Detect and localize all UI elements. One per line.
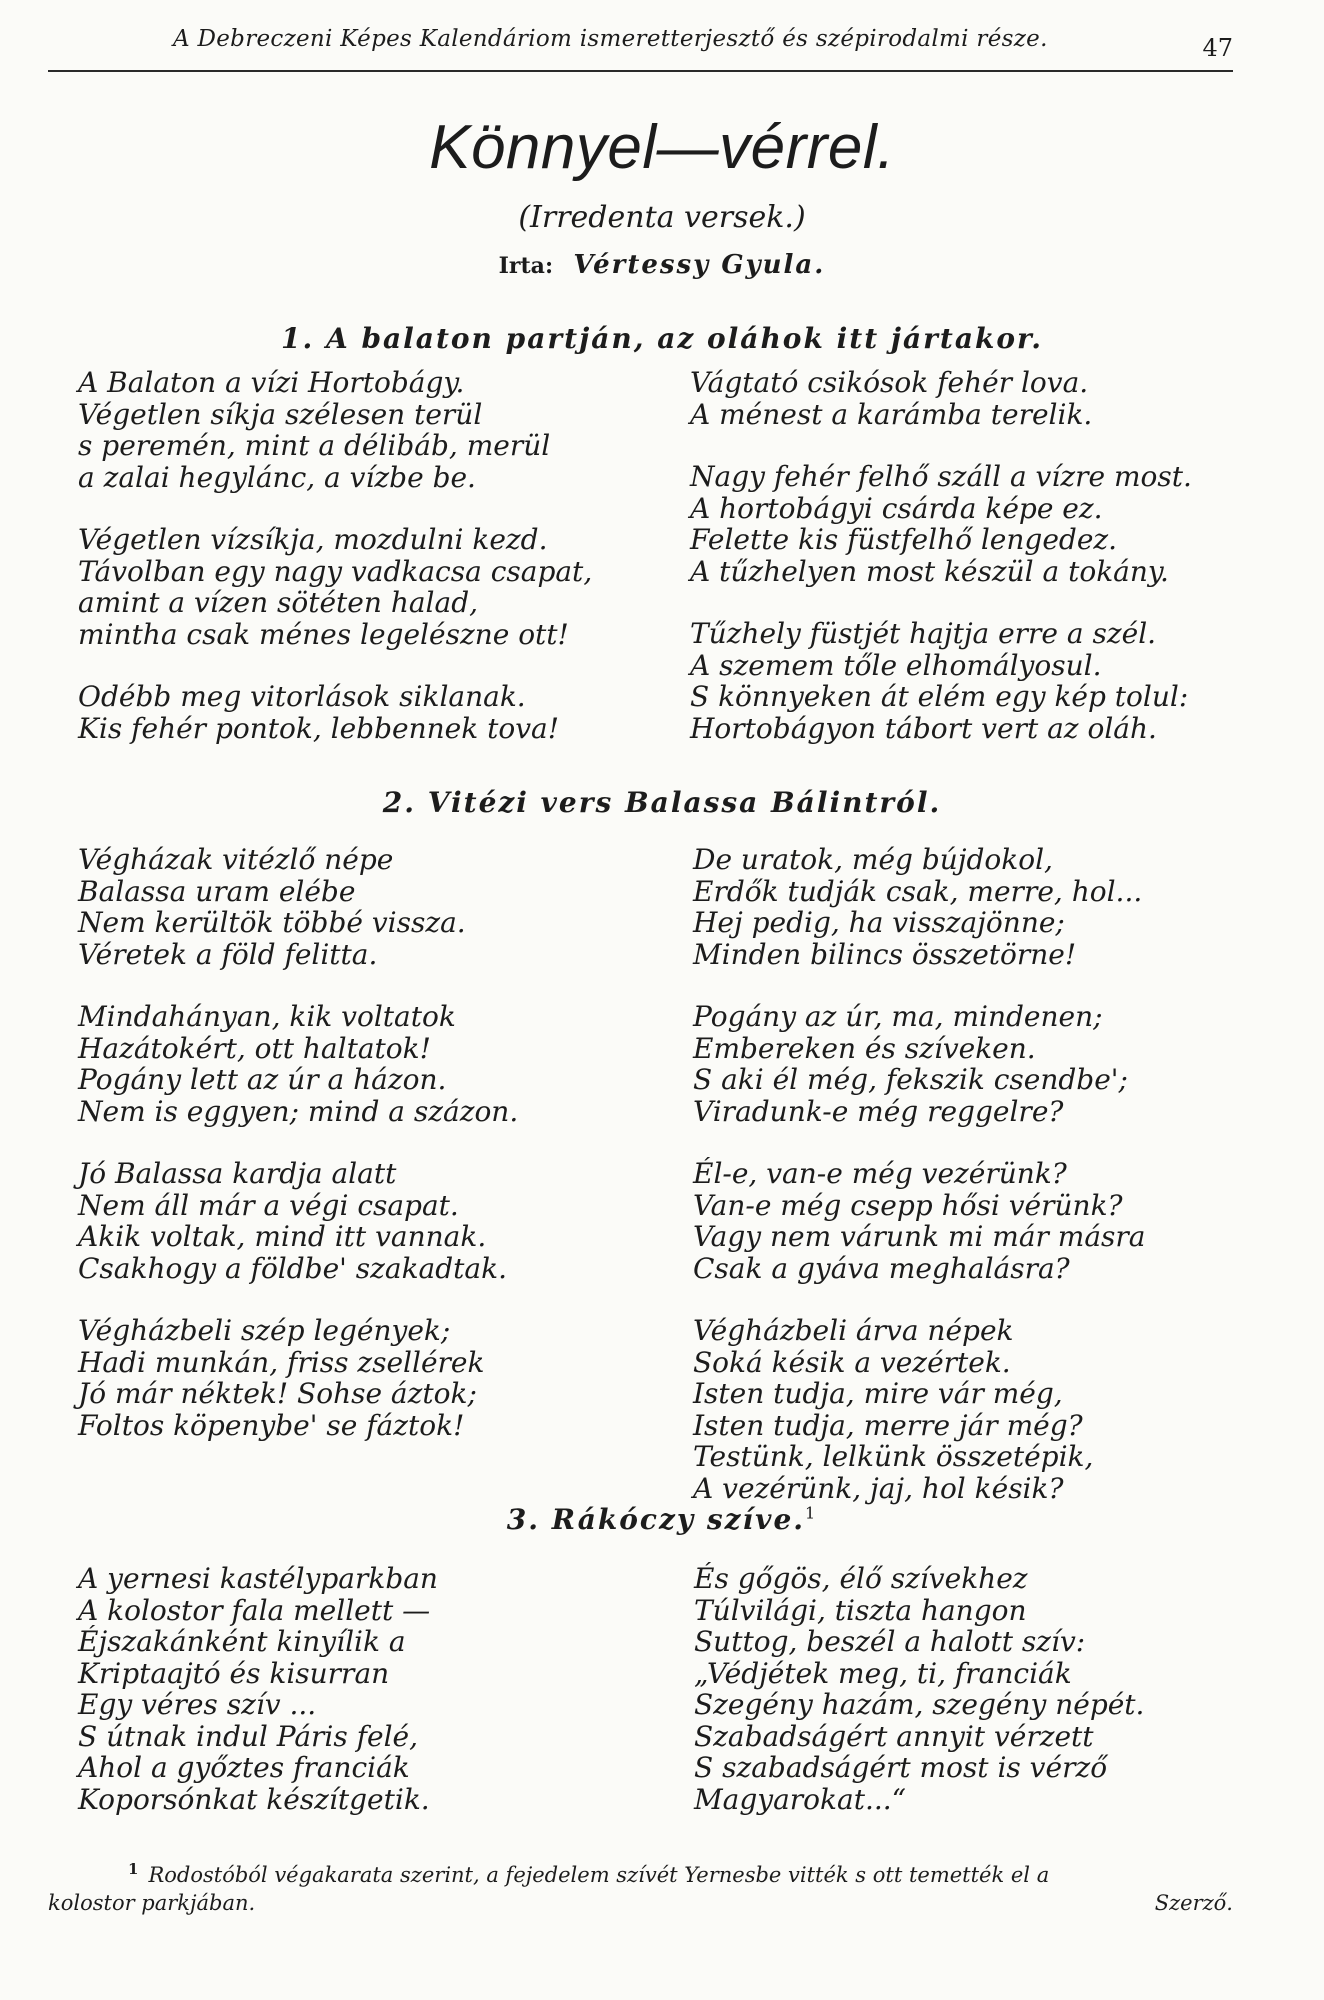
verse-line: A Balaton a vízi Hortobágy. (78, 366, 465, 399)
verse-line: A tűzhelyen most készül a tokány. (690, 554, 1169, 588)
verse-line: Tűzhely füstjét hajtja erre a szél. (690, 617, 1157, 650)
stanza (78, 367, 592, 493)
verse-line: Csakhogy a földbe' szakadtak. (78, 1251, 507, 1285)
verse-line: Foltos köpenybe' se fáztok! (78, 1408, 465, 1442)
verse-line: Koporsónkat készítgetik. (78, 1782, 430, 1816)
verse-line: Mindahányan, kik voltatok (78, 1000, 456, 1033)
stanza (690, 618, 1192, 744)
poem-column-right (693, 844, 1146, 1504)
stanza (78, 1158, 518, 1284)
verse-line: Végházbeli árva népek (693, 1314, 1014, 1347)
header-divider (48, 70, 1233, 72)
footnote-text: Rodostóból végakarata szerint, a fejedelem szívét Yernesbe vitték s ott temették el a (148, 1863, 1050, 1887)
verse-line: amint a vízen sötéten halad, (78, 586, 479, 619)
verse-line: „Védjétek meg, ti, franciák (694, 1656, 1072, 1690)
verse-line: Végetlen vízsíkja, mozdulni kezd. (78, 523, 548, 556)
verse-line: Végházbeli szép legények; (78, 1314, 451, 1347)
verse-line: Nem is eggyen; mind a százon. (78, 1094, 519, 1128)
stanza (694, 1563, 1144, 1815)
verse-line: Szegény hazám, szegény népét. (694, 1688, 1145, 1721)
stanza (693, 1158, 1146, 1284)
poem-column-left (78, 844, 518, 1441)
verse-line: mintha csak ménes legelészne ott! (78, 617, 569, 651)
poem-title: Könnyel—vérrel. (429, 113, 895, 182)
page-number: 47 (1202, 34, 1233, 62)
verse-line: A ménest a karámba terelik. (690, 397, 1093, 431)
verse-line: Nem áll már a végi csapat. (78, 1188, 459, 1222)
section-heading-text: 3. Rákóczy szíve. (506, 1503, 806, 1536)
stanza (693, 1315, 1146, 1504)
verse-line: A hortobágyi csárda képe ez. (690, 491, 1103, 525)
verse-line: És gőgös, élő szívekhez (694, 1562, 1028, 1595)
stanza (78, 1001, 518, 1127)
verse-line: Testünk, lelkünk összetépik, (693, 1440, 1094, 1473)
poem-subtitle: (Irredenta versek.) (518, 200, 806, 235)
stanza (78, 524, 592, 650)
stanza (693, 844, 1146, 970)
poem-column-right (694, 1563, 1144, 1815)
stanza (78, 1315, 518, 1441)
verse-line: Suttog, beszél a halott szív: (694, 1625, 1086, 1658)
verse-line: Isten tudja, mire vár még, (693, 1377, 1063, 1410)
verse-line: Nem kerültök többé vissza. (78, 906, 466, 939)
footnote-line (48, 1855, 1233, 1889)
verse-line: a zalai hegylánc, a vízbe be. (78, 460, 476, 494)
verse-line: De uratok, még bújdokol, (693, 843, 1053, 876)
verse-line: Akik voltak, mind itt vannak. (78, 1220, 487, 1253)
verse-line: Éjszakánként kinyílik a (78, 1625, 406, 1658)
verse-line: Soká késik a vezértek. (693, 1345, 1011, 1379)
verse-line: Véretek a föld felitta. (78, 937, 378, 971)
poem-column-left (78, 367, 592, 744)
verse-line: Vágtató csikósok fehér lova. (690, 366, 1089, 399)
verse-line: Túlvilági, tiszta hangon (694, 1593, 1027, 1627)
verse-line: Él-e, van-e még vezérünk? (693, 1157, 1067, 1190)
verse-line: Egy véres szív ... (78, 1688, 317, 1721)
verse-line: A yernesi kastélyparkban (78, 1562, 438, 1595)
footnote-reference: 1 (805, 1503, 818, 1523)
verse-line: Szabadságért annyit vérzett (694, 1719, 1094, 1753)
verse-line: Pogány lett az úr a házon. (78, 1063, 447, 1096)
footnote (48, 1855, 1233, 1917)
byline (0, 250, 1324, 280)
byline-author: Vértessy Gyula. (573, 250, 826, 280)
verse-line: Odébb meg vitorlások siklanak. (78, 680, 526, 713)
footnote-mark: 1 (128, 1860, 139, 1878)
verse-line: S útnak indul Páris felé, (78, 1719, 419, 1753)
poem-column-left (78, 1563, 438, 1815)
stanza (693, 1001, 1146, 1127)
footnote-line (48, 1889, 1233, 1917)
verse-line: Csak a gyáva meghalásra? (693, 1251, 1070, 1285)
byline-label: Irta: (498, 253, 554, 279)
verse-line: Hortobágyon tábort vert az oláh. (690, 711, 1157, 745)
verse-line: Erdők tudják csak, merre, hol... (693, 874, 1143, 908)
verse-line: Felette kis füstfelhő lengedez. (690, 523, 1118, 556)
footnote-signature: Szerző. (1154, 1891, 1233, 1915)
verse-line: Hazátokért, ott haltatok! (78, 1031, 431, 1065)
verse-line: Vagy nem várunk mi már másra (693, 1220, 1146, 1253)
verse-line: Végetlen síkja szélesen terül (78, 397, 483, 431)
verse-line: S aki él még, fekszik csendbe'; (693, 1063, 1128, 1096)
stanza (78, 844, 518, 970)
verse-line: A szemem tőle elhomályosul. (690, 648, 1102, 682)
verse-line: Balassa uram elébe (78, 874, 356, 908)
running-head (48, 22, 1233, 62)
verse-line: Távolban egy nagy vadkacsa csapat, (78, 554, 593, 588)
verse-line: S könnyeken át elém egy kép tolul: (690, 680, 1189, 713)
verse-line: Nagy fehér felhő száll a vízre most. (690, 460, 1192, 493)
verse-line: Hej pedig, ha visszajönne; (693, 906, 1065, 939)
section-heading: 1. A balaton partján, az oláhok itt jártakor. (281, 322, 1043, 355)
section-heading: 2. Vitézi vers Balassa Bálintról. (382, 786, 942, 819)
verse-line: A kolostor fala mellett — (78, 1593, 431, 1627)
verse-line: Jó Balassa kardja alatt (78, 1157, 397, 1190)
stanza (690, 367, 1192, 430)
verse-line: Ahol a győztes franciák (78, 1751, 410, 1784)
section-heading (0, 1503, 1324, 1536)
verse-line: Van-e még csepp hősi vérünk? (693, 1188, 1123, 1222)
verse-line: Kriptaajtó és kisurran (78, 1656, 390, 1690)
verse-line: Minden bilincs összetörne! (693, 937, 1077, 971)
verse-line: Isten tudja, merre jár még? (693, 1408, 1083, 1442)
poem-column-right (690, 367, 1192, 744)
verse-line: Kis fehér pontok, lebbennek tova! (78, 711, 559, 745)
verse-line: Pogány az úr, ma, mindenen; (693, 1000, 1103, 1033)
verse-line: Hadi munkán, friss zsellérek (78, 1345, 485, 1379)
verse-line: s peremén, mint a délibáb, merül (78, 429, 551, 462)
verse-line: A vezérünk, jaj, hol késik? (693, 1471, 1064, 1505)
verse-line: Végházak vitézlő népe (78, 843, 394, 876)
footnote-text: kolostor parkjában. (48, 1891, 256, 1915)
stanza (78, 681, 592, 744)
verse-line: S szabadságért most is vérző (694, 1751, 1108, 1784)
verse-line: Viradunk-e még reggelre? (693, 1094, 1064, 1128)
verse-line: Jó már néktek! Sohse áztok; (78, 1377, 477, 1410)
stanza (78, 1563, 438, 1815)
running-head-text: A Debreczeni Képes Kalendáriom ismeretterjesztő és szépirodalmi része. (173, 26, 1048, 52)
verse-line: Embereken és szíveken. (693, 1031, 1036, 1065)
stanza (690, 461, 1192, 587)
verse-line: Magyarokat...“ (694, 1782, 906, 1816)
